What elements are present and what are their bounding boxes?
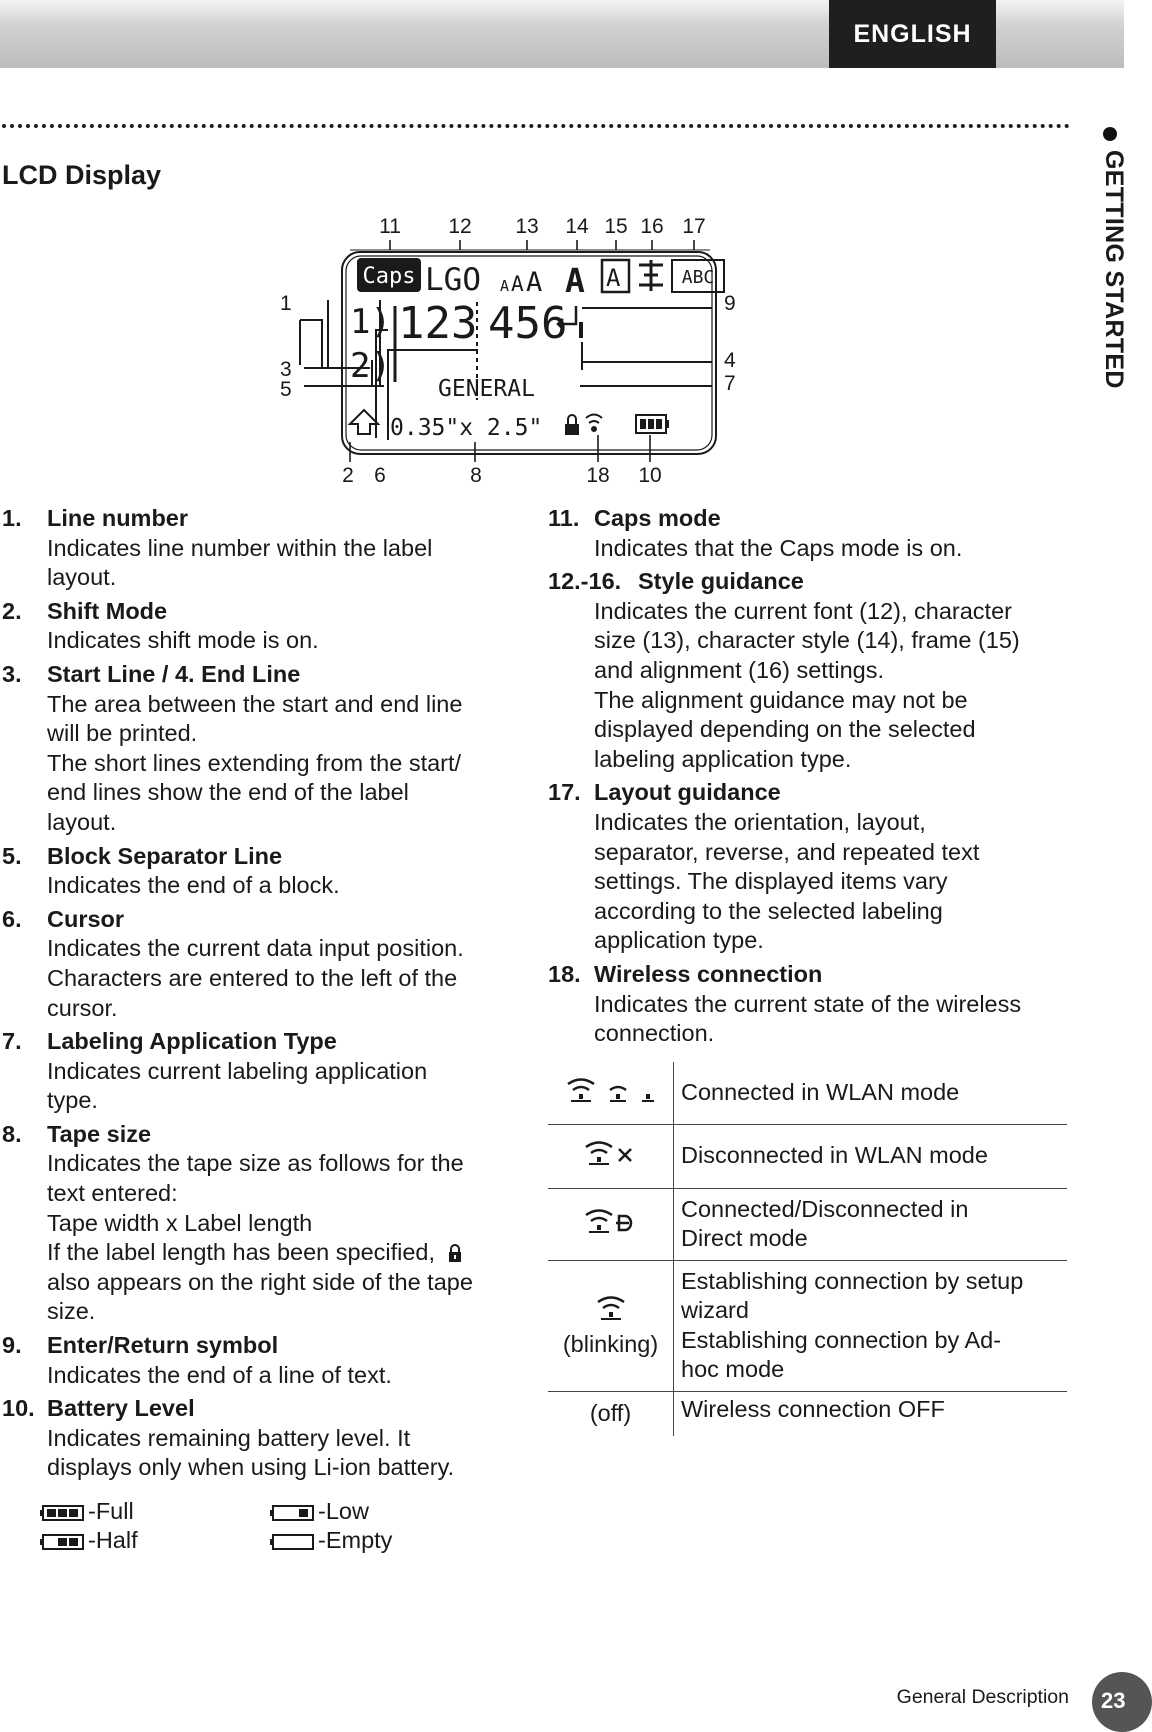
item-title: Cursor bbox=[47, 905, 125, 932]
item-title: Enter/Return symbol bbox=[47, 1332, 279, 1359]
list-item bbox=[2, 1027, 522, 1116]
item-text: Indicates current labeling application bbox=[47, 1057, 428, 1084]
wireless-status-text: Disconnected in WLAN mode bbox=[674, 1124, 1068, 1188]
item-text: Indicates the current data input position. bbox=[47, 935, 464, 962]
wireless-status-table bbox=[548, 1062, 1067, 1436]
item-number: 1. bbox=[2, 505, 22, 531]
item-text: size (13), character style (14), frame (15) bbox=[594, 627, 1020, 654]
item-text: The alignment guidance may not be bbox=[594, 686, 968, 713]
wireless-status-text: Connected/Disconnected in Direct mode bbox=[674, 1188, 1068, 1260]
layout-indicator: ABC bbox=[681, 267, 715, 288]
battery-empty-icon bbox=[270, 1530, 316, 1552]
item-number: 10. bbox=[2, 1395, 35, 1422]
svg-text:A: A bbox=[511, 272, 524, 296]
battery-half-label: -Half bbox=[88, 1527, 138, 1553]
item-number: 6. bbox=[2, 905, 22, 932]
item-text: Indicates line number within the label bbox=[47, 534, 433, 561]
item-text: Indicates remaining battery level. It bbox=[47, 1424, 411, 1451]
item-title: Shift Mode bbox=[47, 597, 168, 624]
language-tab: ENGLISH bbox=[829, 0, 996, 68]
item-text: will be printed. bbox=[47, 720, 198, 747]
tape-size: 0.35"x 2.5" bbox=[390, 415, 543, 441]
shift-mode-icon bbox=[350, 410, 378, 434]
item-title: Caps mode bbox=[594, 505, 721, 531]
page-number-badge: 23 bbox=[1092, 1672, 1152, 1732]
item-number: 7. bbox=[2, 1028, 22, 1055]
wifi-disconnected-icon bbox=[583, 1137, 639, 1167]
list-item bbox=[548, 960, 1068, 1049]
char-size-indicator bbox=[500, 267, 542, 298]
footer-section-title: General Description bbox=[896, 1686, 1069, 1708]
callout-18: 18 bbox=[586, 464, 610, 487]
item-number: 2. bbox=[2, 597, 22, 624]
wireless-icon-caption: (blinking) bbox=[562, 1330, 659, 1357]
item-title: Start Line / 4. End Line bbox=[47, 660, 301, 687]
item-text: Indicates the current font (12), character bbox=[594, 597, 1012, 624]
item-title: Labeling Application Type bbox=[47, 1028, 337, 1055]
item-text: cursor. bbox=[47, 994, 118, 1021]
list-item bbox=[2, 504, 522, 593]
dotted-divider bbox=[2, 124, 1070, 128]
application-type: GENERAL bbox=[438, 376, 535, 402]
item-number: 17. bbox=[548, 779, 581, 806]
svg-text:A: A bbox=[500, 277, 510, 295]
item-number: 18. bbox=[548, 960, 581, 987]
battery-legend bbox=[40, 1497, 500, 1559]
item-text: Indicates the orientation, layout, bbox=[594, 808, 926, 835]
item-text: end lines show the end of the label bbox=[47, 779, 409, 806]
item-title: Wireless connection bbox=[594, 960, 823, 987]
battery-low-row bbox=[270, 1497, 369, 1527]
list-item bbox=[2, 905, 522, 1023]
lcd-text-1: 123 bbox=[398, 298, 478, 349]
list-item bbox=[2, 597, 522, 656]
wireless-icon-cell bbox=[548, 1188, 674, 1260]
battery-empty-label: -Empty bbox=[318, 1527, 393, 1553]
callout-14: 14 bbox=[565, 215, 589, 238]
page-title: LCD Display bbox=[2, 160, 162, 190]
list-item bbox=[2, 1120, 522, 1327]
table-row bbox=[548, 1062, 1067, 1124]
list-item bbox=[2, 660, 522, 838]
lcd-text-2: 456 bbox=[488, 298, 568, 349]
item-text: displays only when using Li-ion battery. bbox=[47, 1454, 455, 1481]
section-side-label: GETTING STARTED bbox=[1100, 150, 1128, 389]
char-style-indicator: A bbox=[565, 261, 585, 300]
wifi-connected-icon bbox=[556, 1074, 666, 1104]
battery-low-label: -Low bbox=[318, 1498, 369, 1524]
item-text: Tape width x Label length bbox=[47, 1209, 313, 1236]
item-text: If the label length has been specified, bbox=[47, 1238, 522, 1268]
wireless-status-text: Establishing connection by setup wizard Establishing connection by Ad- hoc mode bbox=[674, 1260, 1068, 1391]
item-text: Indicates that the Caps mode is on. bbox=[594, 534, 963, 561]
item-text: layout. bbox=[47, 808, 117, 835]
item-text: Indicates the tape size as follows for the bbox=[47, 1150, 464, 1177]
list-item bbox=[2, 1331, 522, 1390]
item-number: 12.-16. bbox=[548, 568, 622, 595]
cursor bbox=[579, 322, 583, 338]
wifi-blinking-icon bbox=[594, 1292, 628, 1322]
callout-1: 1 bbox=[280, 292, 292, 315]
item-text: layout. bbox=[47, 564, 117, 591]
wireless-status-text: Wireless connection OFF bbox=[681, 1396, 945, 1423]
wireless-icon bbox=[586, 415, 602, 432]
line-number-1: 1) bbox=[350, 302, 391, 342]
callout-8: 8 bbox=[470, 464, 482, 487]
battery-low-icon bbox=[270, 1501, 316, 1523]
bullet-dot-icon bbox=[1103, 127, 1117, 141]
item-text: according to the selected labeling bbox=[594, 897, 943, 924]
item-number: 9. bbox=[2, 1332, 22, 1359]
item-title: Tape size bbox=[47, 1120, 152, 1147]
lock-icon bbox=[448, 1244, 462, 1262]
table-row bbox=[548, 1188, 1067, 1260]
item-text: text entered: bbox=[47, 1180, 178, 1207]
list-item bbox=[2, 1394, 522, 1483]
wireless-icon-cell bbox=[548, 1124, 674, 1188]
right-column bbox=[548, 504, 1068, 1053]
wireless-icon-cell bbox=[548, 1062, 674, 1124]
table-row bbox=[548, 1392, 1067, 1436]
list-item bbox=[548, 504, 1068, 563]
battery-half-icon bbox=[40, 1530, 86, 1552]
item-title: Battery Level bbox=[47, 1395, 195, 1422]
callout-17: 17 bbox=[682, 215, 706, 238]
table-row bbox=[548, 1260, 1067, 1391]
item-text: labeling application type. bbox=[594, 745, 852, 772]
callout-6: 6 bbox=[374, 464, 386, 487]
font-indicator: LGO bbox=[425, 262, 481, 298]
left-column bbox=[2, 504, 522, 1559]
battery-icon bbox=[636, 415, 669, 433]
item-text: Indicates the end of a line of text. bbox=[47, 1361, 392, 1388]
item-title: Style guidance bbox=[638, 568, 804, 595]
item-number: 3. bbox=[2, 660, 22, 687]
item-text: settings. The displayed items vary bbox=[594, 868, 948, 895]
svg-text:Caps: Caps bbox=[362, 264, 416, 289]
wireless-icon-cell bbox=[548, 1260, 674, 1391]
callout-9: 9 bbox=[724, 292, 736, 315]
item-text: Indicates the end of a block. bbox=[47, 872, 340, 899]
item-text: connection. bbox=[594, 1020, 715, 1047]
wireless-icon-caption: (off) bbox=[589, 1400, 632, 1427]
svg-text:A: A bbox=[526, 267, 543, 298]
item-text: application type. bbox=[594, 927, 764, 954]
item-number: 5. bbox=[2, 842, 22, 869]
item-text: Indicates the current state of the wireless bbox=[594, 990, 1022, 1017]
list-item bbox=[548, 778, 1068, 956]
item-text: The short lines extending from the start/ bbox=[47, 749, 462, 776]
callout-15: 15 bbox=[604, 215, 628, 238]
line-number-2: 2) bbox=[350, 346, 391, 386]
frame-indicator: A bbox=[606, 264, 621, 292]
item-text: size. bbox=[47, 1298, 96, 1325]
wireless-icon-cell bbox=[548, 1392, 674, 1436]
alignment-indicator bbox=[639, 260, 663, 291]
lock-icon bbox=[565, 415, 579, 435]
item-text: and alignment (16) settings. bbox=[594, 656, 884, 683]
wifi-direct-icon bbox=[583, 1205, 639, 1235]
item-text: separator, reverse, and repeated text bbox=[594, 838, 980, 865]
callout-11: 11 bbox=[379, 215, 401, 238]
callout-5: 5 bbox=[280, 378, 292, 401]
item-text: type. bbox=[47, 1087, 98, 1114]
callout-16: 16 bbox=[640, 215, 664, 238]
callout-10: 10 bbox=[638, 464, 662, 487]
item-text: displayed depending on the selected bbox=[594, 716, 976, 743]
item-text: Characters are entered to the left of the bbox=[47, 964, 458, 991]
table-row bbox=[548, 1124, 1067, 1188]
callout-2: 2 bbox=[342, 464, 354, 487]
list-item bbox=[2, 842, 522, 901]
item-title: Block Separator Line bbox=[47, 842, 283, 869]
item-title: Layout guidance bbox=[594, 779, 781, 806]
callout-4: 4 bbox=[724, 349, 736, 372]
item-number: 11. bbox=[548, 505, 580, 531]
item-title: Line number bbox=[47, 505, 189, 531]
callout-12: 12 bbox=[448, 215, 472, 238]
lcd-diagram bbox=[280, 210, 780, 490]
item-text: Indicates shift mode is on. bbox=[47, 627, 319, 654]
battery-full-label: -Full bbox=[88, 1498, 134, 1524]
list-item bbox=[548, 567, 1068, 774]
callout-7: 7 bbox=[724, 372, 736, 395]
battery-full-row bbox=[40, 1497, 134, 1527]
item-text: also appears on the right side of the tape bbox=[47, 1268, 473, 1295]
battery-empty-row bbox=[270, 1526, 392, 1556]
battery-half-row bbox=[40, 1526, 138, 1556]
callout-13: 13 bbox=[515, 215, 539, 238]
callout-3: 3 bbox=[280, 358, 292, 381]
item-text: The area between the start and end line bbox=[47, 690, 463, 717]
battery-full-icon bbox=[40, 1501, 86, 1523]
wireless-status-text: Connected in WLAN mode bbox=[674, 1062, 1068, 1124]
item-number: 8. bbox=[2, 1120, 22, 1147]
